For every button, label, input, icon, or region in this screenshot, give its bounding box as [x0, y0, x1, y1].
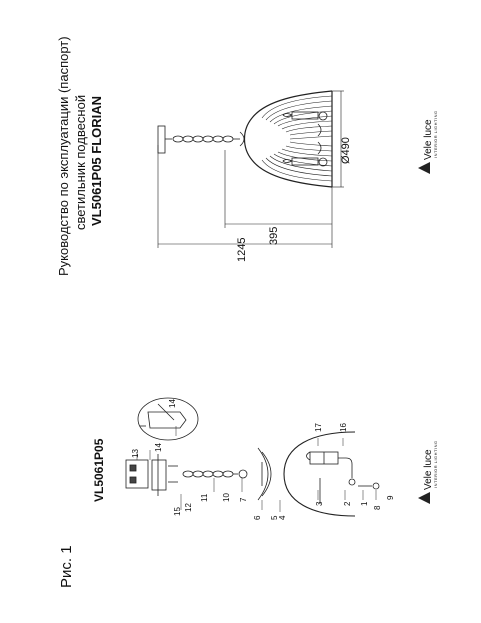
- chain-exploded: [183, 470, 247, 478]
- part-label-1: 1: [360, 501, 369, 506]
- part-label-5: 5: [270, 515, 279, 520]
- part-label-2: 2: [343, 501, 352, 506]
- candle-socket: [307, 452, 356, 485]
- part-label-17: 17: [314, 423, 323, 432]
- dim-total-height: 1245: [236, 237, 248, 262]
- dim-diameter: Ø490: [340, 137, 352, 164]
- part-label-7: 7: [239, 497, 248, 502]
- brand-logo-bottom: [418, 492, 430, 504]
- manual-title: Руководство по эксплуатации (паспорт): [56, 36, 71, 276]
- brand-tagline-top: INTERIOR LIGHTING: [433, 110, 438, 158]
- dome-shade: [245, 91, 333, 187]
- part-label-13: 13: [131, 449, 140, 458]
- leader-lines: [137, 426, 376, 512]
- product-type: светильник подвесной: [73, 94, 88, 230]
- brand-name-top: Vele luce: [423, 119, 434, 160]
- part-label-15: 15: [173, 507, 182, 516]
- part-label-14b: 14: [168, 399, 177, 408]
- part-label-9: 9: [386, 495, 395, 500]
- part-label-11: 11: [200, 493, 209, 502]
- product-code: VL5061P05 FLORIAN: [89, 95, 104, 226]
- chain: [173, 136, 233, 142]
- shade-ribs: [262, 96, 332, 181]
- dim-body-height: 395: [268, 226, 280, 245]
- figure-label: Рис. 1: [58, 545, 75, 588]
- part-label-12: 12: [184, 503, 193, 512]
- candle-bulbs: [283, 112, 327, 166]
- part-label-3: 3: [315, 501, 324, 506]
- exploded-model-code: VL5061P05: [92, 438, 106, 502]
- ceiling-cup: [158, 126, 165, 153]
- part-label-6: 6: [253, 515, 262, 520]
- part-label-16: 16: [339, 423, 348, 432]
- part-label-14a: 14: [154, 443, 163, 452]
- part-label-10: 10: [222, 493, 231, 502]
- mounting-bracket: [126, 454, 178, 496]
- part-label-4: 4: [278, 515, 287, 520]
- brand-logo-top: [418, 162, 430, 174]
- shade-cap: [258, 448, 268, 500]
- brand-tagline-bottom: INTERIOR LIGHTING: [433, 440, 438, 488]
- part-label-8: 8: [373, 505, 382, 510]
- brand-name-bottom: Vele luce: [423, 449, 434, 490]
